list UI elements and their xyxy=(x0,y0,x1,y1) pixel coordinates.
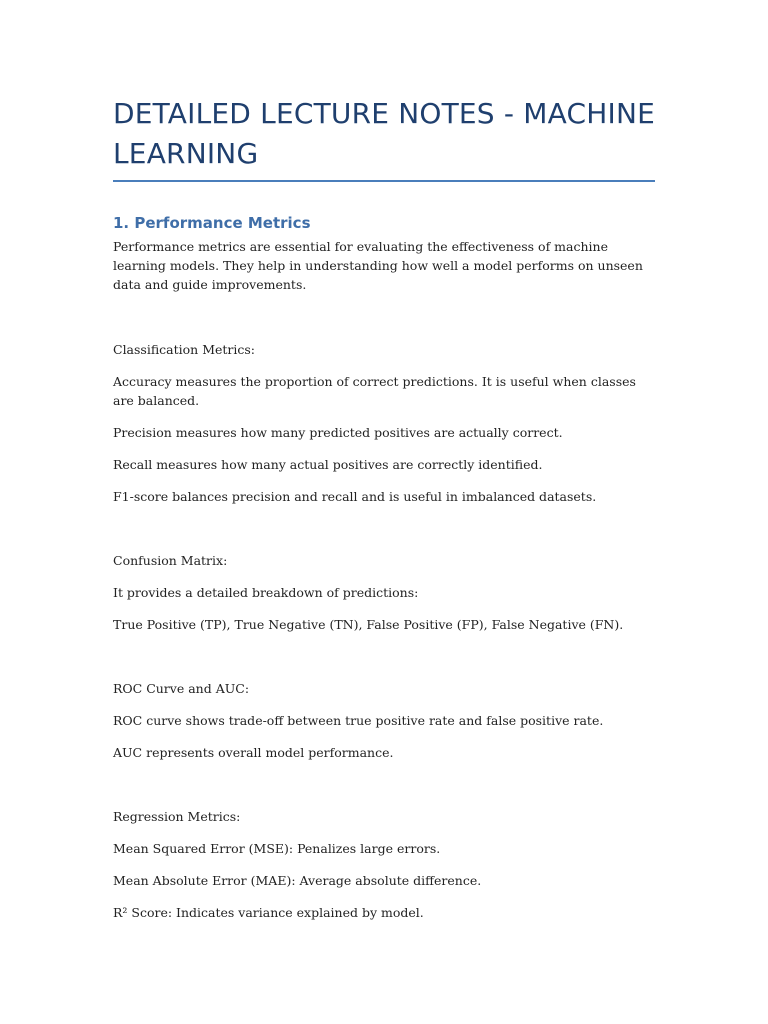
accuracy-paragraph: Accuracy measures the proportion of correct predictions. It is useful when classes are balanced. xyxy=(113,374,636,408)
title-underline xyxy=(113,180,655,182)
mse-paragraph: Mean Squared Error (MSE): Penalizes large errors. xyxy=(113,841,441,856)
roc-curve-paragraph: ROC curve shows trade-off between true positive rate and false positive rate. xyxy=(113,713,604,728)
regression-label: Regression Metrics: xyxy=(113,809,241,824)
confusion-description: It provides a detailed breakdown of predictions: xyxy=(113,585,419,600)
confusion-terms: True Positive (TP), True Negative (TN), False Positive (FP), False Negative (FN). xyxy=(113,617,624,632)
section-heading: 1. Performance Metrics xyxy=(113,214,311,232)
roc-label: ROC Curve and AUC: xyxy=(113,681,250,696)
precision-paragraph: Precision measures how many predicted positives are actually correct. xyxy=(113,425,563,440)
auc-paragraph: AUC represents overall model performance. xyxy=(113,745,394,760)
document-title: DETAILED LECTURE NOTES - MACHINE LEARNING xyxy=(113,97,656,170)
mae-paragraph: Mean Absolute Error (MAE): Average absolute difference. xyxy=(113,873,482,888)
classification-label: Classification Metrics: xyxy=(113,342,256,357)
confusion-label: Confusion Matrix: xyxy=(113,553,228,568)
section-intro: Performance metrics are essential for evaluating the effectiveness of machine learning models. They help in understanding how well a model performs on unseen data and guide improvements. xyxy=(113,239,643,292)
r2-paragraph: R² Score: Indicates variance explained by model. xyxy=(113,905,424,920)
recall-paragraph: Recall measures how many actual positives are correctly identified. xyxy=(113,457,543,472)
f1-paragraph: F1-score balances precision and recall and is useful in imbalanced datasets. xyxy=(113,489,597,504)
